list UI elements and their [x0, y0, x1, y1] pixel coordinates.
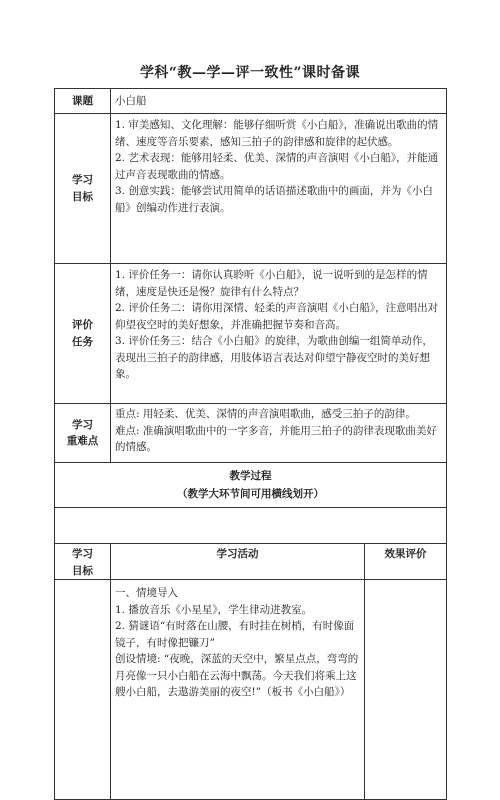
goals-content: [111, 114, 447, 264]
process-title: 教学过程: [229, 470, 272, 482]
blank-cell: [55, 508, 447, 544]
keypoint-item: 重点: 用轻柔、优美、深情的声音演唱歌曲，感受三拍子的韵律。: [115, 408, 416, 420]
spacer-row: [55, 508, 447, 544]
task-item: 2. 评价任务二：请你用深情、轻柔的声音演唱《小白船》，注意唱出对仰望夜空时的美好想象，并准确把握节奏和音高。: [115, 302, 439, 331]
topic-label: 课题: [55, 89, 111, 114]
keypoints-label: 学习 重难点: [55, 404, 111, 463]
goals-row: [55, 114, 447, 264]
activity-item: 2. 猜谜语“有时落在山腰，有时挂在树梢，有时像面镜子，有时像把镰刀”: [115, 620, 355, 649]
process-row: [55, 463, 447, 508]
activity-content: [111, 580, 365, 800]
keypoint-item: 难点: 准确演唱歌曲中的一字多音，并能用三拍子的韵律表现歌曲美好的情感。: [115, 424, 437, 453]
column-activity-header: 学习活动: [111, 544, 365, 580]
process-subtitle: （教学大环节间可用横线划开）: [177, 488, 324, 500]
goal-item: 2. 艺术表现：能够用轻柔、优美、深情的声音演唱《小白船》，并能通过声音表现歌曲的情感。: [115, 152, 439, 181]
page-title: 学科“教—学—评一致性”课时备课: [139, 65, 361, 81]
goal-item: 3. 创意实践：能够尝试用简单的话语描述歌曲中的画面，并为《小白船》创编动作进行表演。: [115, 185, 433, 214]
tasks-content: [111, 264, 447, 404]
tasks-row: [55, 264, 447, 404]
goal-item: 1. 审美感知、文化理解：能够仔细听赏《小白船》，准确说出歌曲的情绪、速度等音乐要素，感知三拍子的韵律感和旋律的起伏感。: [115, 119, 439, 148]
task-item: 3. 评价任务三：结合《小白船》的旋律，为歌曲创编一组简单动作，表现出三拍子的韵律感，用肢体语言表达对仰望宁静夜空时的美好想象。: [115, 335, 433, 380]
task-item: 1. 评价任务一：请你认真聆听《小白船》，说一说听到的是怎样的情绪，速度是快还是慢？旋律有什么特点？: [115, 269, 428, 298]
keypoints-row: [55, 404, 447, 463]
columns-header-row: [55, 544, 447, 580]
activity-item: 创设情境: “夜晚，深蓝的天空中，繁星点点，弯弯的月亮像一只小白船在云海中飘荡。今天我们将乘上这艘小白船，去遨游美丽的夜空!”（板书《小白船》）: [115, 653, 359, 698]
topic-value: 小白船: [111, 89, 447, 114]
process-heading: [55, 463, 447, 508]
activity-row: [55, 580, 447, 800]
tasks-label: 评价 任务: [55, 264, 111, 404]
goals-label: 学习 目标: [55, 114, 111, 264]
activity-item: 1. 播放音乐《小星星》，学生律动进教室。: [115, 603, 313, 616]
column-effect-header: 效果评价: [365, 544, 447, 580]
activity-goal-cell: [55, 580, 111, 800]
keypoints-content: [111, 404, 447, 463]
topic-row: [55, 89, 447, 114]
column-goal-header: 学习 目标: [55, 544, 111, 580]
activity-effect-cell: [365, 580, 447, 800]
activity-item: 一、情境导入: [115, 587, 178, 599]
lesson-plan-table: [54, 88, 447, 800]
